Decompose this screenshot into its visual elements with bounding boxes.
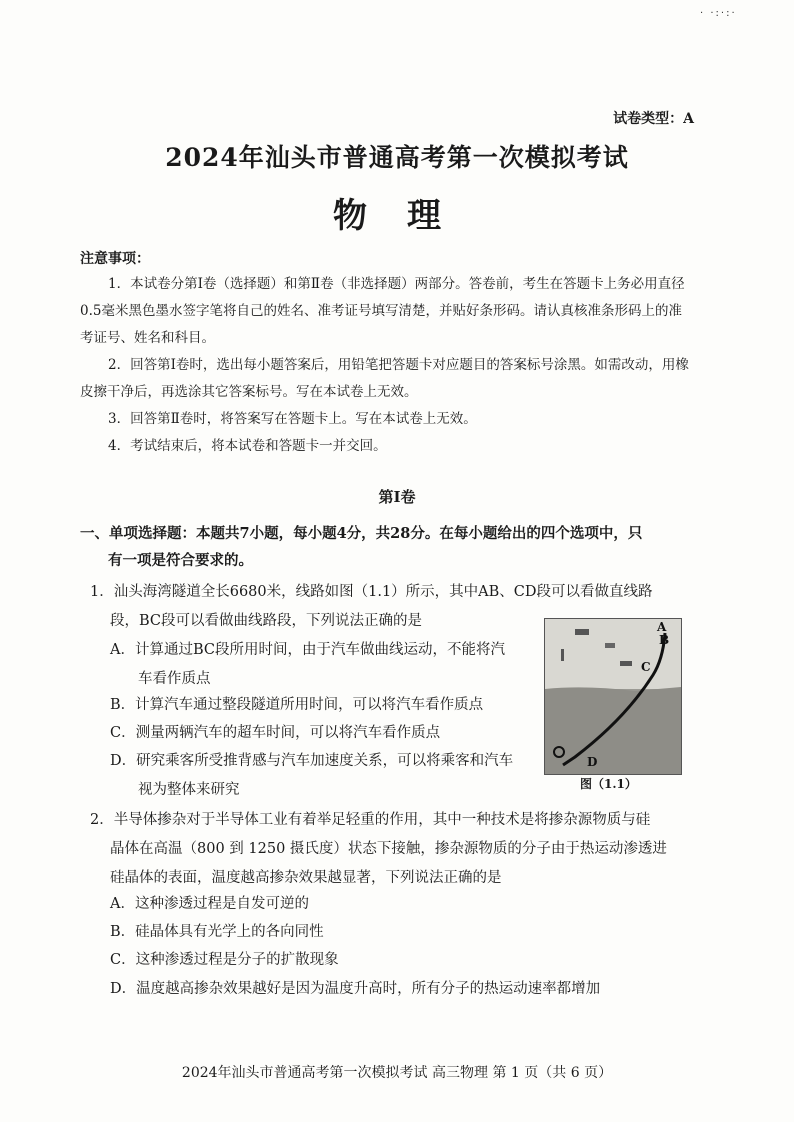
part-heading-line1: 一、单项选择题：本题共7小题，每小题4分，共28分。在每小题给出的四个选项中，只	[80, 525, 643, 542]
q2-stem-line3: 硅晶体的表面，温度越高掺杂效果越显著，下列说法正确的是	[110, 870, 502, 886]
figure-label-b: B	[659, 633, 670, 647]
part-heading-line2: 有一项是符合要求的。	[108, 552, 253, 569]
notice-item: 1．本试卷分第Ⅰ卷（选择题）和第Ⅱ卷（非选择题）两部分。答卷前，考生在答题卡上务必用直径 0.5毫米黑色墨水签字笔将自己的姓名、准考证号填写清楚，并贴好条形码。请认真核准条形码上的准考证号、姓名和科目。	[80, 276, 685, 346]
figure-building	[575, 629, 589, 635]
figure-label-a: A	[657, 620, 667, 634]
q1-option-a-line2: 车看作质点	[138, 671, 211, 687]
q2-option-b: B．硅晶体具有光学上的各向同性	[110, 924, 324, 940]
q1-option-d-line2: 视为整体来研究	[138, 782, 240, 798]
notice-item: 3．回答第Ⅱ卷时，将答案写在答题卡上。写在本试卷上无效。	[108, 411, 477, 427]
question-2-stem	[90, 806, 702, 893]
section-title: 第Ⅰ卷	[378, 488, 416, 506]
figure-building	[605, 643, 615, 648]
figure-building	[620, 661, 632, 666]
q1-option-b: B．计算汽车通过整段隧道所用时间，可以将汽车看作质点	[110, 697, 484, 713]
figure-label-c: C	[641, 660, 651, 674]
notice-heading: 注意事项：	[80, 251, 150, 267]
figure-caption: 图（1.1）	[580, 777, 637, 791]
q1-option-a	[110, 636, 505, 694]
figure-water-area	[545, 687, 681, 774]
notice-item: 2．回答第Ⅰ卷时，选出每小题答案后，用铅笔把答题卡对应题目的答案标号涂黑。如需改动，用橡皮擦干净后，再选涂其它答案标号。写在本试卷上无效。	[80, 357, 689, 400]
tunnel-route-map	[545, 619, 681, 774]
figure-building	[561, 649, 564, 661]
paper-type-label: 试卷类型：A	[613, 111, 694, 127]
tunnel-route-figure	[544, 618, 682, 775]
q1-option-d	[110, 747, 513, 805]
q2-option-a: A．这种渗透过程是自发可逆的	[110, 896, 309, 912]
notice-item: 4．考试结束后，将本试卷和答题卡一并交回。	[108, 438, 387, 454]
q2-option-c: C．这种渗透过程是分子的扩散现象	[110, 952, 339, 968]
subject-title: 物理	[333, 196, 481, 236]
page-footer: 2024年汕头市普通高考第一次模拟考试 高三物理 第 1 页（共 6 页）	[181, 1065, 613, 1081]
q1-option-c: C．测量两辆汽车的超车时间，可以将汽车看作质点	[110, 725, 441, 741]
q2-option-d: D．温度越高掺杂效果越好是因为温度升高时，所有分子的热运动速率都增加	[110, 981, 601, 997]
part-heading	[80, 520, 700, 574]
corner-marks: · ·:·:·	[700, 8, 737, 19]
q2-stem-line2: 晶体在高温（800 到 1250 摄氏度）状态下接触，掺杂源物质的分子由于热运动渗透进	[110, 841, 667, 857]
notice-list	[80, 271, 692, 460]
q2-stem-line1: 2．半导体掺杂对于半导体工业有着举足轻重的作用，其中一种技术是将掺杂源物质与硅	[90, 812, 651, 828]
q1-stem-line1: 1．汕头海湾隧道全长6680米，线路如图（1.1）所示，其中AB、CD段可以看做直线路	[90, 584, 653, 600]
exam-title: 2024年汕头市普通高考第一次模拟考试	[165, 143, 629, 172]
figure-label-d: D	[587, 755, 598, 769]
q1-stem-line2: 段，BC段可以看做曲线路段，下列说法正确的是	[110, 613, 423, 629]
q1-option-d-line1: D．研究乘客所受推背感与汽车加速度关系，可以将乘客和汽车	[110, 753, 514, 769]
q1-option-a-line1: A．计算通过BC段所用时间，由于汽车做曲线运动，不能将汽	[110, 642, 505, 658]
